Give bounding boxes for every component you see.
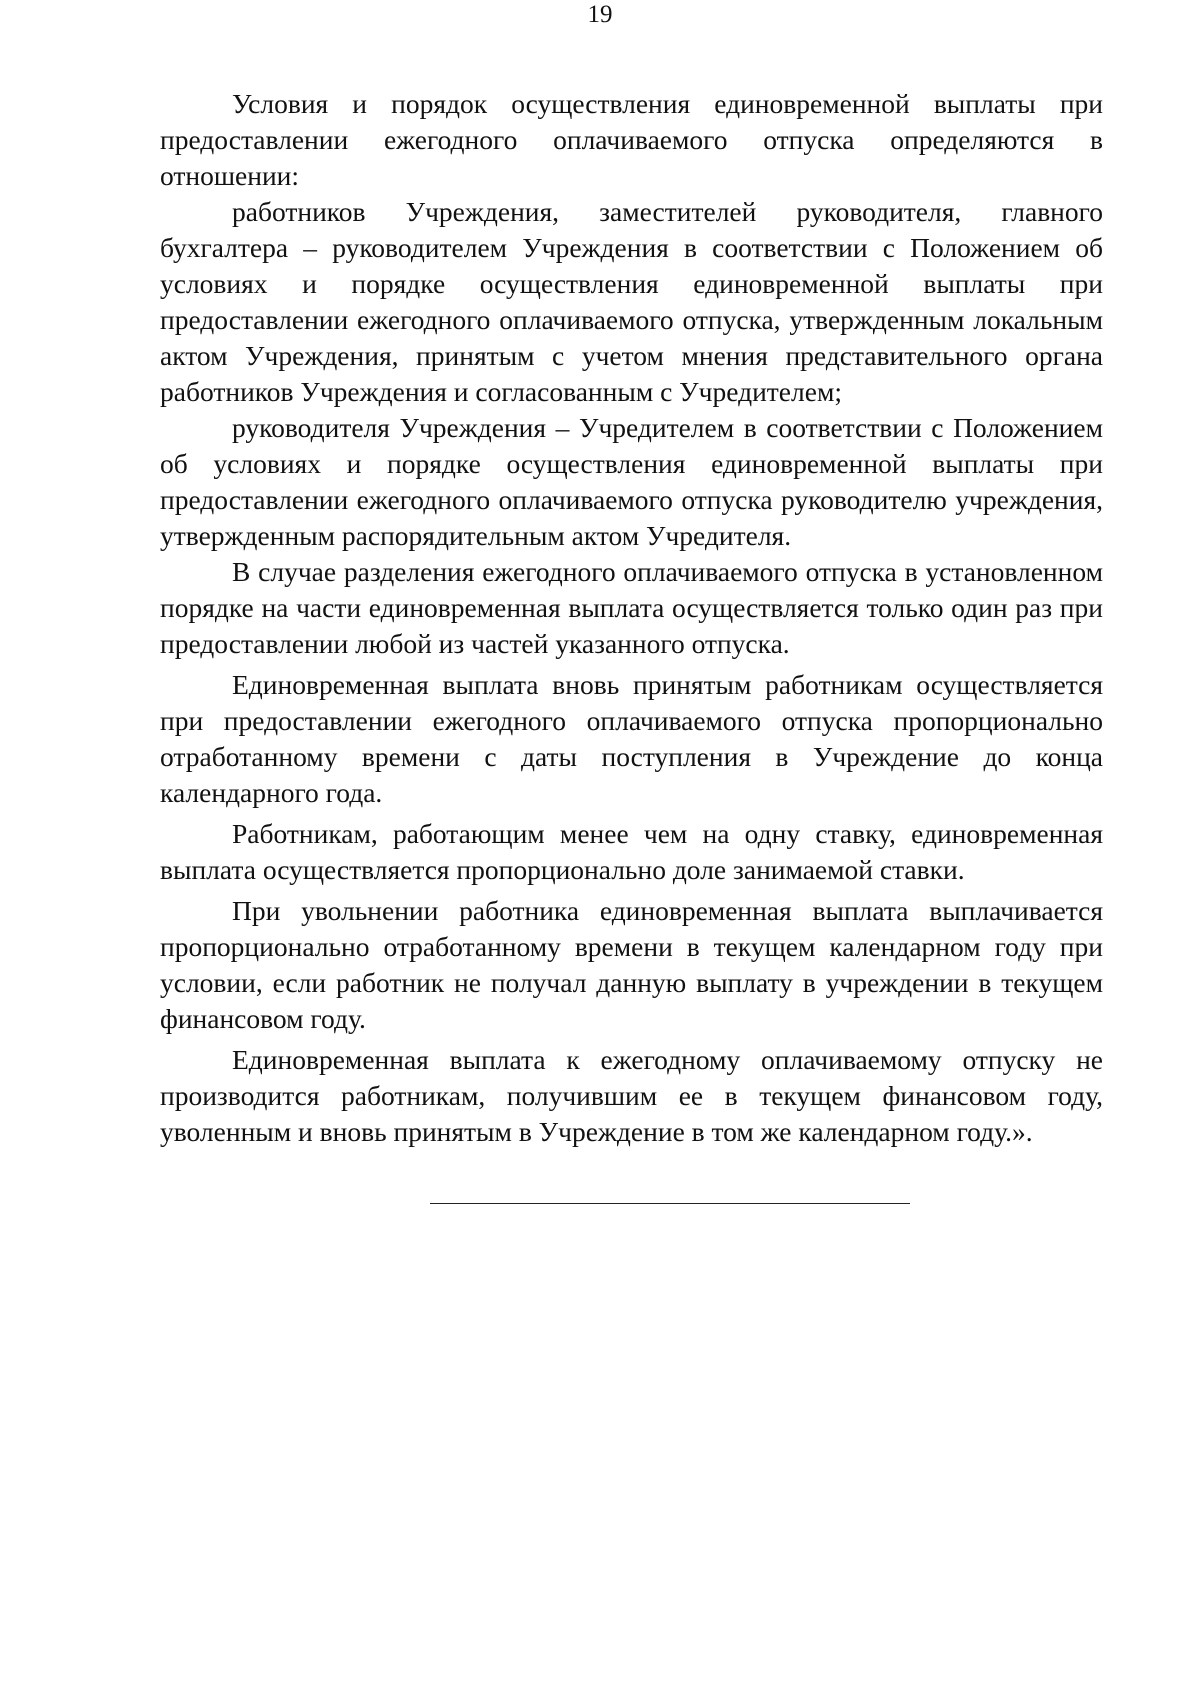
paragraph: Единовременная выплата вновь принятым работникам осуществляется при предоставлении ежегодного оплачиваемого отпуска пропорционально отработанному времени с даты поступления в Учреждение до конца календарного года.	[160, 669, 1103, 808]
paragraph: Единовременная выплата к ежегодному оплачиваемому отпуску не производится работникам, получившим ее в текущем финансовом году, уволенным и вновь принятым в Учреждение в том же календарном году.».	[160, 1044, 1103, 1147]
page-number: 19	[587, 1, 613, 28]
paragraph: Условия и порядок осуществления единовременной выплаты при предоставлении ежегодного оплачиваемого отпуска определяются в отношении:	[160, 88, 1103, 191]
end-of-document-line	[430, 1203, 910, 1204]
paragraph: Работникам, работающим менее чем на одну ставку, единовременная выплата осуществляется пропорционально доле занимаемой ставки.	[160, 818, 1103, 885]
paragraph: работников Учреждения, заместителей руководителя, главного бухгалтера – руководителем Учреждения в соответствии с Положением об условиях и порядке осуществления единовременной выплаты при предоставлении ежегодного оплачиваемого отпуска, утвержденным локальным актом Учреждения, принятым с учетом мнения представительного органа работников Учреждения и согласованным с Учредителем;	[160, 196, 1103, 407]
paragraph: руководителя Учреждения – Учредителем в соответствии с Положением об условиях и порядке осуществления единовременной выплаты при предоставлении ежегодного оплачиваемого отпуска руководителю учреждения, утвержденным распорядительным актом Учредителя.	[160, 412, 1103, 551]
paragraph: В случае разделения ежегодного оплачиваемого отпуска в установленном порядке на части единовременная выплата осуществляется только один раз при предоставлении любой из частей указанного отпуска.	[160, 556, 1103, 659]
document-body	[160, 86, 1103, 1150]
paragraph: При увольнении работника единовременная выплата выплачивается пропорционально отработанному времени в текущем календарном году при условии, если работник не получал данную выплату в учреждении в текущем финансовом году.	[160, 895, 1103, 1034]
